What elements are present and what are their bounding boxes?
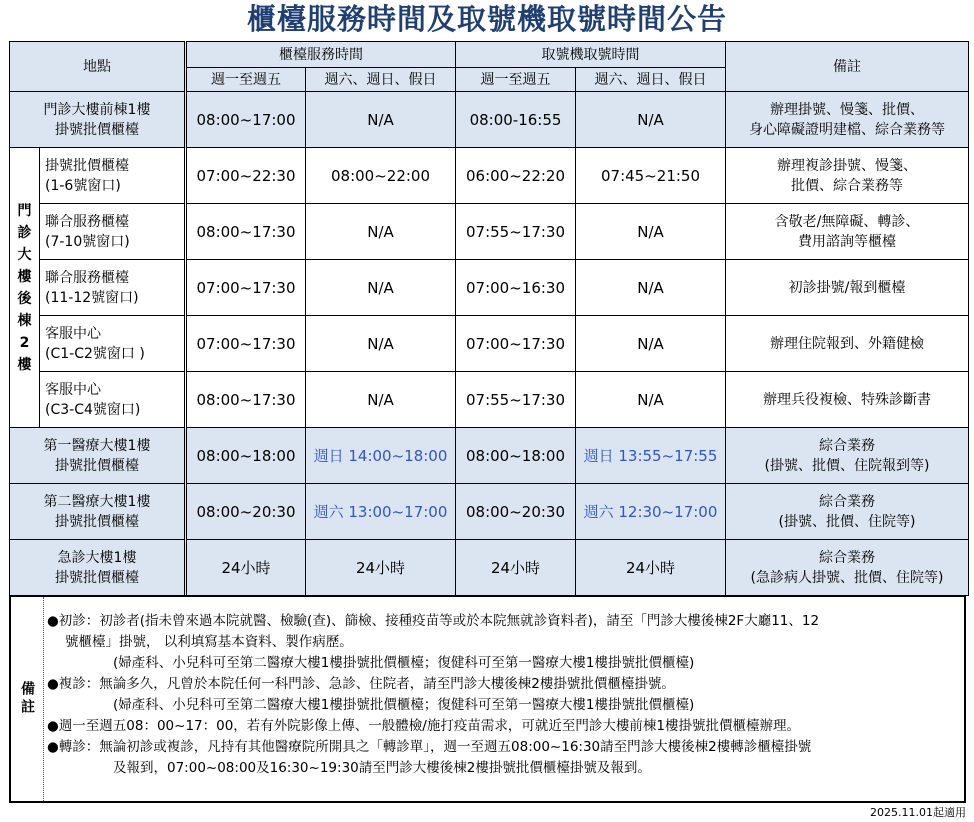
remarks-line: 批價、綜合業務等	[791, 177, 903, 194]
table-row	[10, 540, 969, 596]
location-line: 第一醫療大樓1樓	[43, 437, 151, 454]
remarks-line: 含敬老/無障礙、轉診、	[774, 213, 920, 230]
rear-building-char: 後	[17, 290, 32, 307]
location-line: 客服中心	[45, 325, 101, 342]
notes-box	[9, 595, 966, 803]
note-line: (婦產科、小兒科可至第二醫療大樓1樓掛號批價櫃檯；復健科可至第一醫療大樓1樓掛號批價櫃檯)	[113, 697, 695, 713]
table-row	[10, 148, 969, 204]
counter-weekend-time: N/A	[306, 372, 456, 428]
location-line: 聯合服務櫃檯	[45, 213, 129, 230]
header-ticket-machine: 取號機取號時間	[456, 42, 726, 68]
table-row	[10, 372, 969, 428]
ticket-weekday-time: 08:00~20:30	[456, 484, 576, 540]
counter-weekend-time: N/A	[306, 316, 456, 372]
remarks-line: 綜合業務	[819, 549, 875, 566]
location-cell	[40, 372, 186, 428]
location-line: 掛號批價櫃檯	[55, 121, 139, 138]
ticket-weekday-time: 07:55~17:30	[456, 204, 576, 260]
location-cell	[40, 148, 186, 204]
note-line: ●初診：初診者(指未曾來過本院就醫、檢驗(查)、篩檢、接種疫苗等或於本院無就診資料者)，請至「門診大樓後棟2F大廳11、12	[47, 613, 820, 629]
remarks-line: 身心障礙證明建檔、綜合業務等	[749, 121, 945, 138]
ticket-weekday-time: 07:55~17:30	[456, 372, 576, 428]
ticket-weekend-time: 週六 12:30~17:00	[576, 484, 726, 540]
table-row	[10, 204, 969, 260]
remarks-cell: 辦理住院報到、外籍健檢	[726, 316, 969, 372]
location-cell	[40, 204, 186, 260]
note-line: (婦產科、小兒科可至第二醫療大樓1樓掛號批價櫃檯；復健科可至第一醫療大樓1樓掛號批價櫃檯)	[113, 655, 695, 671]
location-cell	[10, 92, 186, 148]
ticket-weekend-time: N/A	[576, 260, 726, 316]
note-line: ●轉診：無論初診或複診，凡持有其他醫療院所開具之「轉診單」，週一至週五08:00~16:30請至門診大樓後棟2樓轉診櫃檯掛號	[47, 739, 812, 755]
ticket-weekday-time: 08:00~18:00	[456, 428, 576, 484]
counter-weekday-time: 08:00~17:30	[186, 204, 306, 260]
remarks-line: 綜合業務	[819, 437, 875, 454]
counter-weekday-time: 07:00~17:30	[186, 316, 306, 372]
note-line: 及報到，07:00~08:00及16:30~19:30請至門診大樓後棟2樓掛號批價櫃檯掛號及報到。	[113, 760, 651, 776]
counter-weekend-time: 08:00~22:00	[306, 148, 456, 204]
remarks-cell: 辦理兵役複檢、特殊診斷書	[726, 372, 969, 428]
remarks-line: (掛號、批價、住院等)	[778, 513, 916, 530]
remarks-line: (掛號、批價、住院報到等)	[764, 457, 930, 474]
ticket-weekend-time: N/A	[576, 316, 726, 372]
header-counter-weekends: 週六、週日、假日	[306, 68, 456, 92]
location-cell	[10, 484, 186, 540]
location-cell	[10, 540, 186, 596]
note-line: ●複診：無論多久，凡曾於本院任何一科門診、急診、住院者，請至門診大樓後棟2樓掛號批價櫃檯掛號。	[47, 676, 675, 692]
remarks-cell	[726, 540, 969, 596]
ticket-weekend-time: N/A	[576, 372, 726, 428]
location-line: 掛號批價櫃檯	[55, 569, 139, 586]
location-line: 客服中心	[45, 381, 101, 398]
counter-weekday-time: 07:00~17:30	[186, 260, 306, 316]
note-line: ●週一至週五08：00~17：00，若有外院影像上傳、一般體檢/施打疫苗需求，可就近至門診大樓前棟1樓掛號批價櫃檯辦理。	[47, 718, 800, 734]
rear-building-char: 樓	[17, 356, 32, 373]
ticket-weekday-time: 07:00~16:30	[456, 260, 576, 316]
location-line: (C3-C4號窗口)	[45, 401, 141, 418]
counter-weekend-time: 24小時	[306, 540, 456, 596]
table-row	[10, 316, 969, 372]
counter-weekday-time: 24小時	[186, 540, 306, 596]
location-line: (11-12號窗口)	[45, 289, 139, 306]
remarks-cell	[726, 204, 969, 260]
rear-building-char: 診	[17, 224, 32, 241]
remarks-cell	[726, 92, 969, 148]
table-row	[10, 428, 969, 484]
remarks-line: 辦理複診掛號、慢箋、	[777, 157, 917, 174]
header-location: 地點	[10, 42, 186, 92]
schedule-table	[9, 41, 969, 596]
header-remarks: 備註	[726, 42, 969, 92]
table-row	[10, 260, 969, 316]
ticket-weekend-time: 24小時	[576, 540, 726, 596]
remarks-line: (急診病人掛號、批價、住院等)	[750, 569, 944, 586]
location-cell	[10, 428, 186, 484]
rear-building-text	[10, 200, 39, 376]
rear-building-char: 樓	[17, 268, 32, 285]
counter-weekday-time: 08:00~17:30	[186, 372, 306, 428]
ticket-weekday-time: 24小時	[456, 540, 576, 596]
ticket-weekday-time: 07:00~17:30	[456, 316, 576, 372]
ticket-weekend-time: N/A	[576, 92, 726, 148]
counter-weekend-time: 週六 13:00~17:00	[306, 484, 456, 540]
remarks-line: 費用諮詢等櫃檯	[798, 233, 896, 250]
effective-date: 2025.11.01起適用	[870, 806, 966, 819]
location-line: 掛號批價櫃檯	[55, 513, 139, 530]
counter-weekend-time: N/A	[306, 260, 456, 316]
header-row-1	[10, 42, 969, 68]
counter-weekday-time: 08:00~18:00	[186, 428, 306, 484]
rear-building-char: 2	[19, 334, 30, 351]
rear-building-label	[10, 148, 40, 428]
ticket-weekend-time: 週日 13:55~17:55	[576, 428, 726, 484]
location-line: (1-6號窗口)	[45, 177, 121, 194]
note-line: 號櫃檯」掛號， 以利填寫基本資料、製作病歷。	[65, 634, 353, 650]
ticket-weekend-time: 07:45~21:50	[576, 148, 726, 204]
header-ticket-weekends: 週六、週日、假日	[576, 68, 726, 92]
location-line: 門診大樓前棟1樓	[43, 101, 151, 118]
rear-building-char: 大	[17, 246, 32, 263]
counter-weekend-time: 週日 14:00~18:00	[306, 428, 456, 484]
remarks-cell	[726, 484, 969, 540]
ticket-weekend-time: N/A	[576, 204, 726, 260]
remarks-cell: 初診掛號/報到櫃檯	[726, 260, 969, 316]
rear-building-char: 門	[17, 202, 32, 219]
location-line: (7-10號窗口)	[45, 233, 130, 250]
counter-weekend-time: N/A	[306, 204, 456, 260]
notes-body	[47, 611, 962, 779]
table-row	[10, 92, 969, 148]
ticket-weekday-time: 08:00-16:55	[456, 92, 576, 148]
counter-weekday-time: 08:00~17:00	[186, 92, 306, 148]
location-cell	[40, 316, 186, 372]
counter-weekday-time: 08:00~20:30	[186, 484, 306, 540]
table-row	[10, 484, 969, 540]
page-title: 櫃檯服務時間及取號機取號時間公告	[246, 2, 727, 36]
header-counter-weekdays: 週一至週五	[186, 68, 306, 92]
header-counter-service: 櫃檯服務時間	[186, 42, 456, 68]
location-line: 掛號批價櫃檯	[45, 157, 129, 174]
header-ticket-weekdays: 週一至週五	[456, 68, 576, 92]
location-line: 掛號批價櫃檯	[55, 457, 139, 474]
location-line: 第二醫療大樓1樓	[43, 493, 151, 510]
counter-weekday-time: 07:00~22:30	[186, 148, 306, 204]
counter-weekend-time: N/A	[306, 92, 456, 148]
location-line: 急診大樓1樓	[57, 549, 137, 566]
location-line: (C1-C2號窗口 )	[45, 345, 145, 362]
remarks-cell	[726, 428, 969, 484]
remarks-cell	[726, 148, 969, 204]
remarks-line: 辦理掛號、慢箋、批價、	[770, 101, 924, 118]
remarks-line: 綜合業務	[819, 493, 875, 510]
location-cell	[40, 260, 186, 316]
notes-label: 備註	[11, 597, 44, 801]
rear-building-char: 棟	[17, 312, 32, 329]
ticket-weekday-time: 06:00~22:20	[456, 148, 576, 204]
location-line: 聯合服務櫃檯	[45, 269, 129, 286]
